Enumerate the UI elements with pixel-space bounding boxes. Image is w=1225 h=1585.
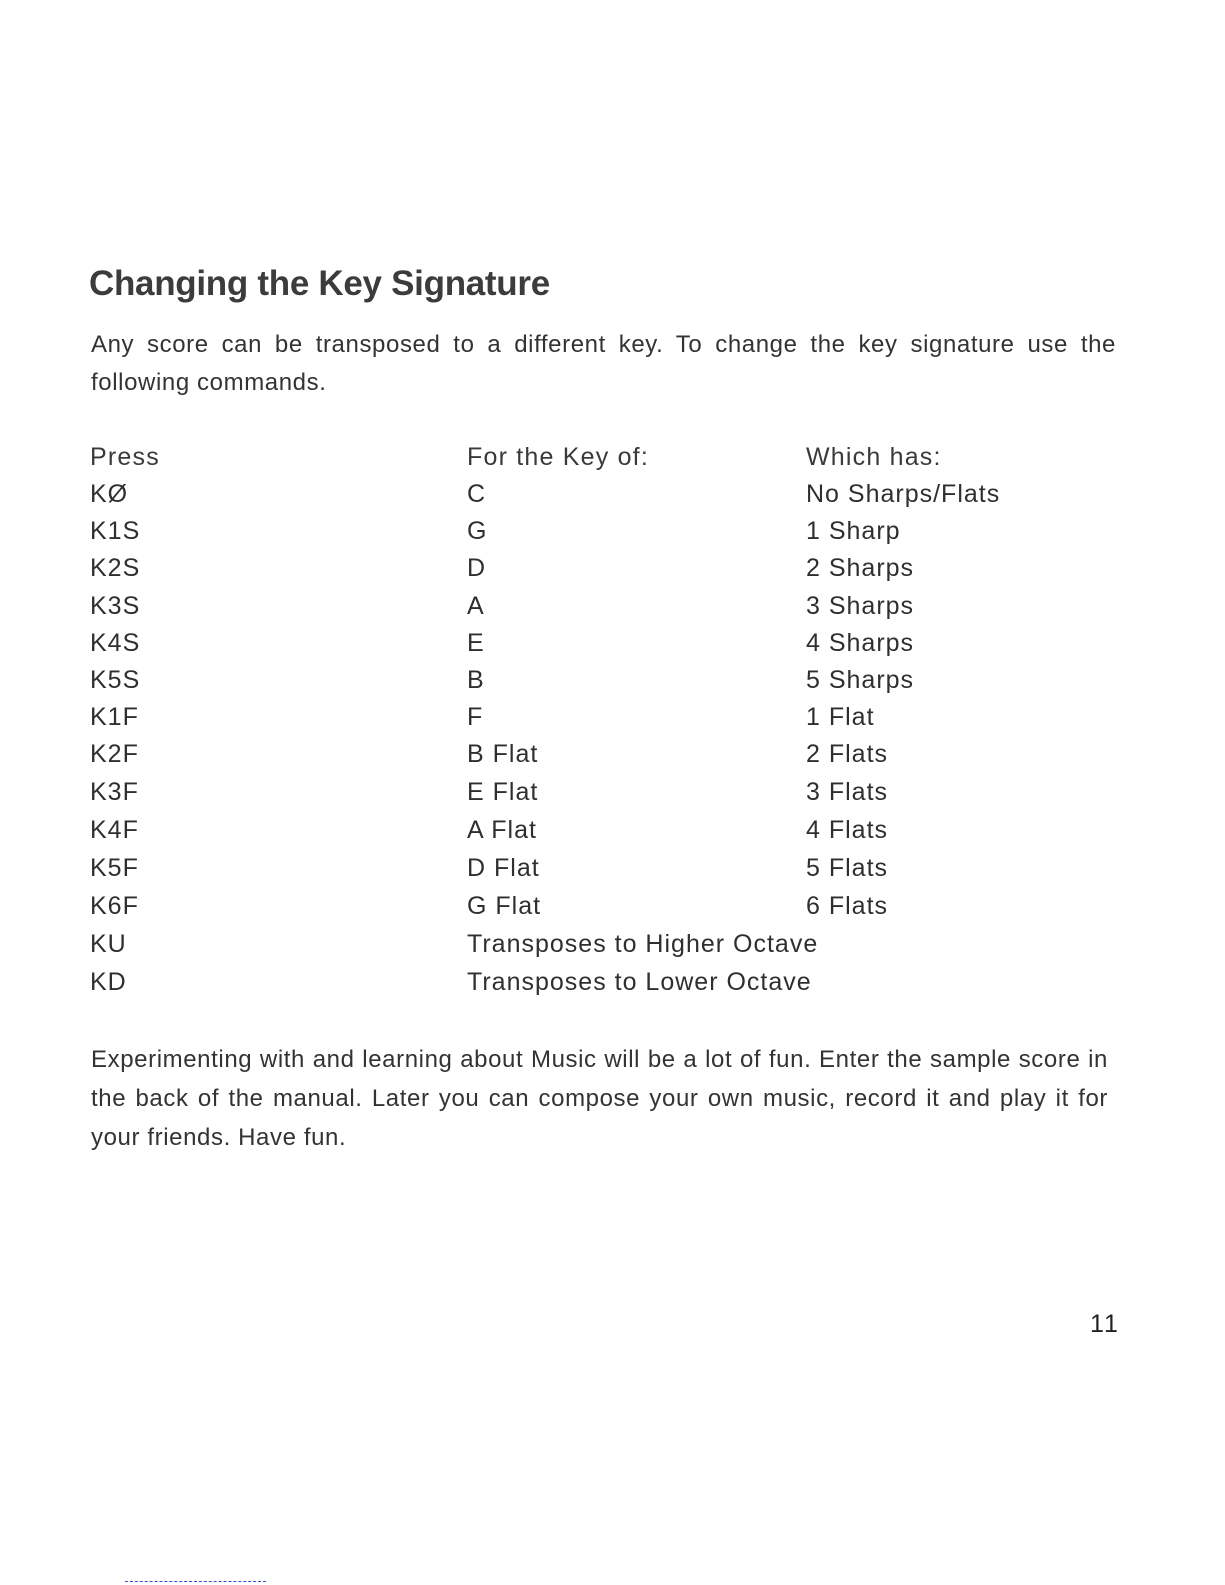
section-heading: Changing the Key Signature — [89, 264, 550, 303]
press-command: K3F — [90, 778, 139, 806]
key-name: Transposes to Higher Octave — [467, 930, 819, 958]
press-command: KD — [90, 968, 127, 996]
table-row — [0, 549, 1225, 587]
key-name: G — [467, 517, 488, 545]
press-command: K5S — [90, 666, 141, 694]
accidentals: 3 Flats — [806, 778, 889, 806]
key-name: G Flat — [467, 892, 542, 920]
press-command: K2F — [90, 740, 139, 768]
press-command: K5F — [90, 854, 139, 882]
key-name: F — [467, 703, 484, 731]
accidentals: 3 Sharps — [806, 592, 915, 620]
table-row — [0, 887, 1225, 925]
table-row — [0, 773, 1225, 811]
press-command: KU — [90, 930, 127, 958]
accidentals: 1 Flat — [806, 703, 875, 731]
press-command: K1S — [90, 517, 141, 545]
table-row — [0, 698, 1225, 736]
key-name: Transposes to Lower Octave — [467, 968, 812, 996]
press-command: K2S — [90, 554, 141, 582]
key-name: C — [467, 480, 487, 508]
table-row — [0, 587, 1225, 625]
accidentals: 6 Flats — [806, 892, 889, 920]
header-press: Press — [90, 443, 160, 471]
closing-paragraph: Experimenting with and learning about Music will be a lot of fun. Enter the sample score in the back of the manual. Later you can compose your own music, record it and play it for your friends. Have fun. — [91, 1046, 1108, 1151]
accidentals: 5 Sharps — [806, 666, 915, 694]
key-name: E Flat — [467, 778, 539, 806]
press-command: K3S — [90, 592, 141, 620]
accidentals: 4 Flats — [806, 816, 889, 844]
press-command: K6F — [90, 892, 139, 920]
key-name: B Flat — [467, 740, 539, 768]
press-command: KØ — [90, 480, 129, 508]
table-row — [0, 925, 1225, 963]
accidentals: 4 Sharps — [806, 629, 915, 657]
table-row — [0, 475, 1225, 513]
key-name: E — [467, 629, 485, 657]
key-name: A Flat — [467, 816, 537, 844]
header-key: For the Key of: — [467, 443, 649, 471]
key-name: D Flat — [467, 854, 540, 882]
page-number: 11 — [1090, 1310, 1120, 1338]
press-command: K4S — [90, 629, 141, 657]
table-row — [0, 811, 1225, 849]
table-row — [0, 735, 1225, 773]
key-command-table — [0, 438, 1225, 1018]
key-name: A — [467, 592, 485, 620]
accidentals: 5 Flats — [806, 854, 889, 882]
table-row — [0, 624, 1225, 662]
accidentals: 2 Flats — [806, 740, 889, 768]
accidentals: No Sharps/Flats — [806, 480, 1001, 508]
header-has: Which has: — [806, 443, 942, 471]
table-row — [0, 661, 1225, 699]
table-row — [0, 512, 1225, 550]
bottom-dashed-rule — [125, 1581, 266, 1582]
intro-paragraph: Any score can be transposed to a different key. To change the key signature use the following commands. — [91, 331, 1116, 396]
table-row — [0, 849, 1225, 887]
press-command: K4F — [90, 816, 139, 844]
accidentals: 1 Sharp — [806, 517, 901, 545]
key-name: B — [467, 666, 485, 694]
table-row — [0, 963, 1225, 1001]
accidentals: 2 Sharps — [806, 554, 915, 582]
press-command: K1F — [90, 703, 139, 731]
table-header-row — [0, 438, 1225, 476]
key-name: D — [467, 554, 487, 582]
